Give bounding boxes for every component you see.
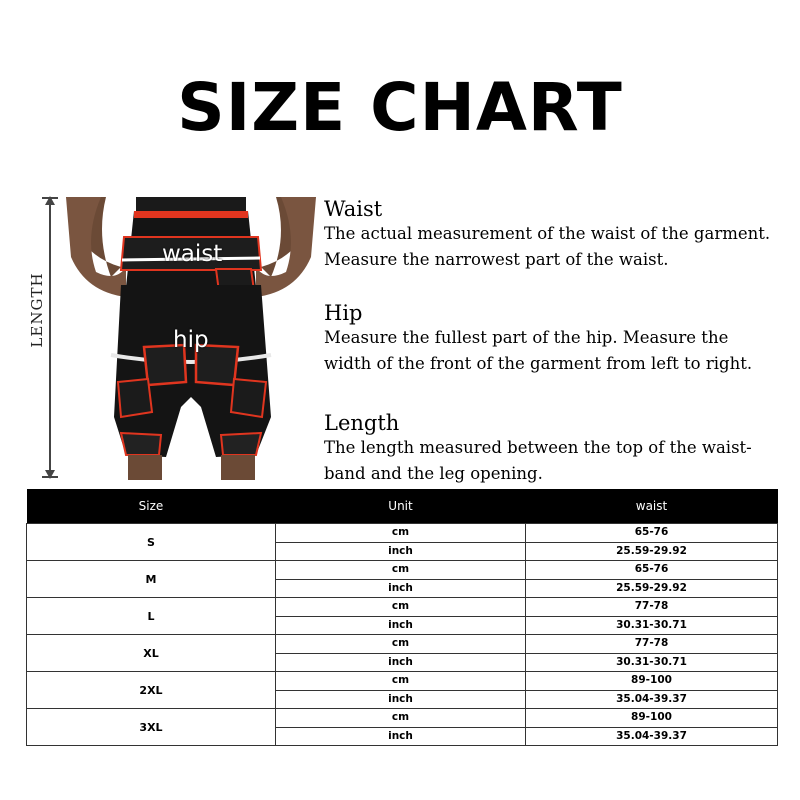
unit-cell: cm xyxy=(276,561,526,580)
hip-line-1: Measure the fullest part of the hip. Measure the xyxy=(324,328,729,347)
product-photo xyxy=(66,197,316,480)
arrow-up-icon xyxy=(45,196,55,205)
waist-line-2: Measure the narrowest part of the waist. xyxy=(324,250,669,269)
length-label: LENGTH xyxy=(28,272,46,348)
length-section xyxy=(324,411,794,487)
unit-cell: inch xyxy=(276,616,526,635)
waist-cell: 89-100 xyxy=(526,709,778,728)
unit-cell: inch xyxy=(276,727,526,746)
waist-heading: Waist xyxy=(324,197,383,221)
waist-cell: 89-100 xyxy=(526,672,778,691)
waist-cell: 65-76 xyxy=(526,561,778,580)
hip-section xyxy=(324,301,794,377)
unit-cell: inch xyxy=(276,579,526,598)
size-cell: 3XL xyxy=(27,709,276,746)
arrow-down-icon xyxy=(45,470,55,479)
unit-cell: cm xyxy=(276,672,526,691)
waist-cell: 35.04-39.37 xyxy=(526,727,778,746)
header-size: Size xyxy=(27,489,276,524)
length-line xyxy=(49,198,51,478)
length-line-1: The length measured between the top of the waist- xyxy=(324,438,752,457)
table-row xyxy=(27,635,778,654)
table-row xyxy=(27,561,778,580)
waist-cell: 77-78 xyxy=(526,598,778,617)
waist-line-1: The actual measurement of the waist of the garment. xyxy=(324,224,771,243)
table-row xyxy=(27,672,778,691)
size-cell: S xyxy=(27,524,276,561)
size-cell: M xyxy=(27,561,276,598)
size-cell: L xyxy=(27,598,276,635)
waist-cell: 77-78 xyxy=(526,635,778,654)
waist-cell: 25.59-29.92 xyxy=(526,542,778,561)
waist-cell: 30.31-30.71 xyxy=(526,653,778,672)
length-heading: Length xyxy=(324,411,400,435)
hip-heading: Hip xyxy=(324,301,363,325)
table-row xyxy=(27,524,778,543)
unit-cell: cm xyxy=(276,524,526,543)
unit-cell: inch xyxy=(276,542,526,561)
hip-tag: hip xyxy=(173,327,209,353)
page-title: SIZE CHART xyxy=(177,69,623,146)
size-table xyxy=(26,489,778,746)
waist-cell: 25.59-29.92 xyxy=(526,579,778,598)
length-line-2: band and the leg opening. xyxy=(324,464,543,483)
unit-cell: cm xyxy=(276,635,526,654)
size-cell: XL xyxy=(27,635,276,672)
hip-line-2: width of the front of the garment from left to right. xyxy=(324,354,753,373)
waist-tag: waist xyxy=(162,241,223,267)
table-row xyxy=(27,598,778,617)
table-row xyxy=(27,709,778,728)
waist-cell: 65-76 xyxy=(526,524,778,543)
table-header-row xyxy=(27,489,778,524)
unit-cell: cm xyxy=(276,709,526,728)
unit-cell: inch xyxy=(276,690,526,709)
unit-cell: inch xyxy=(276,653,526,672)
header-waist: waist xyxy=(526,489,778,524)
unit-cell: cm xyxy=(276,598,526,617)
header-unit: Unit xyxy=(276,489,526,524)
size-cell: 2XL xyxy=(27,672,276,709)
waist-section xyxy=(324,197,794,273)
waist-cell: 35.04-39.37 xyxy=(526,690,778,709)
waist-cell: 30.31-30.71 xyxy=(526,616,778,635)
